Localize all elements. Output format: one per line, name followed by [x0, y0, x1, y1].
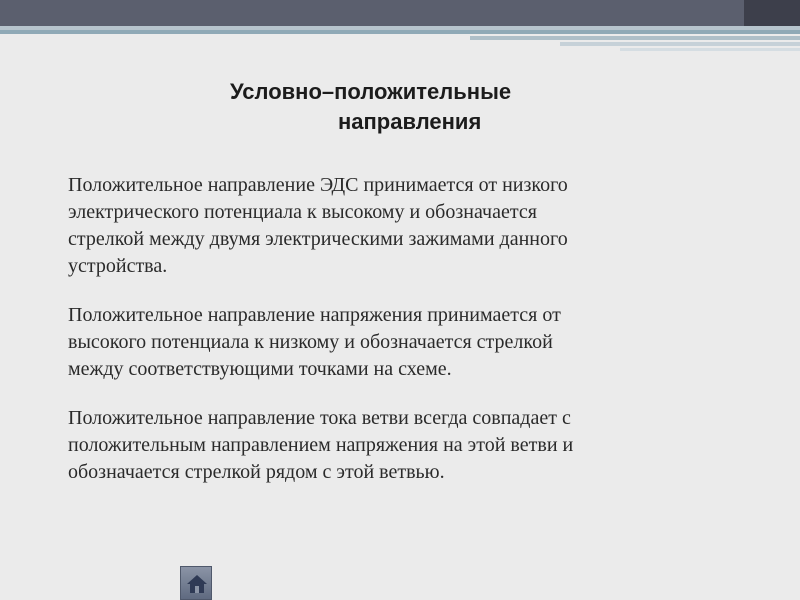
top-decor-bar: [0, 0, 800, 26]
text-line: стрелкой между двумя электрическими зажимами данного: [68, 228, 568, 250]
text-line: Положительное направление напряжения принимается от: [68, 304, 561, 326]
body-paragraph-voltage: [68, 302, 768, 383]
decor-stripe: [560, 42, 800, 46]
decor-stripe: [620, 48, 800, 51]
body-paragraph-current: [68, 405, 768, 486]
text-line: электрического потенциала к высокому и обозначается: [68, 201, 537, 223]
slide-title-line: Условно–положительные: [230, 78, 512, 104]
decor-stripe: [0, 30, 800, 34]
decor-stripe: [470, 36, 800, 40]
slide-title-line: направления: [338, 108, 482, 134]
text-line: устройства.: [68, 255, 168, 277]
top-decor-block: [744, 0, 800, 26]
body-paragraph-emf: [68, 172, 768, 280]
text-line: Положительное направление ЭДС принимается от низкого: [68, 174, 568, 196]
slide-title: [230, 77, 650, 137]
home-icon: [185, 572, 209, 596]
text-line: обозначается стрелкой рядом с этой ветвью.: [68, 461, 445, 483]
text-line: между соответствующими точками на схеме.: [68, 358, 452, 380]
text-line: положительным направлением напряжения на этой ветви и: [68, 434, 574, 456]
home-button[interactable]: [180, 566, 212, 600]
slide-body: [68, 172, 768, 508]
text-line: высокого потенциала к низкому и обозначается стрелкой: [68, 331, 553, 353]
text-line: Положительное направление тока ветви всегда совпадает с: [68, 407, 571, 429]
